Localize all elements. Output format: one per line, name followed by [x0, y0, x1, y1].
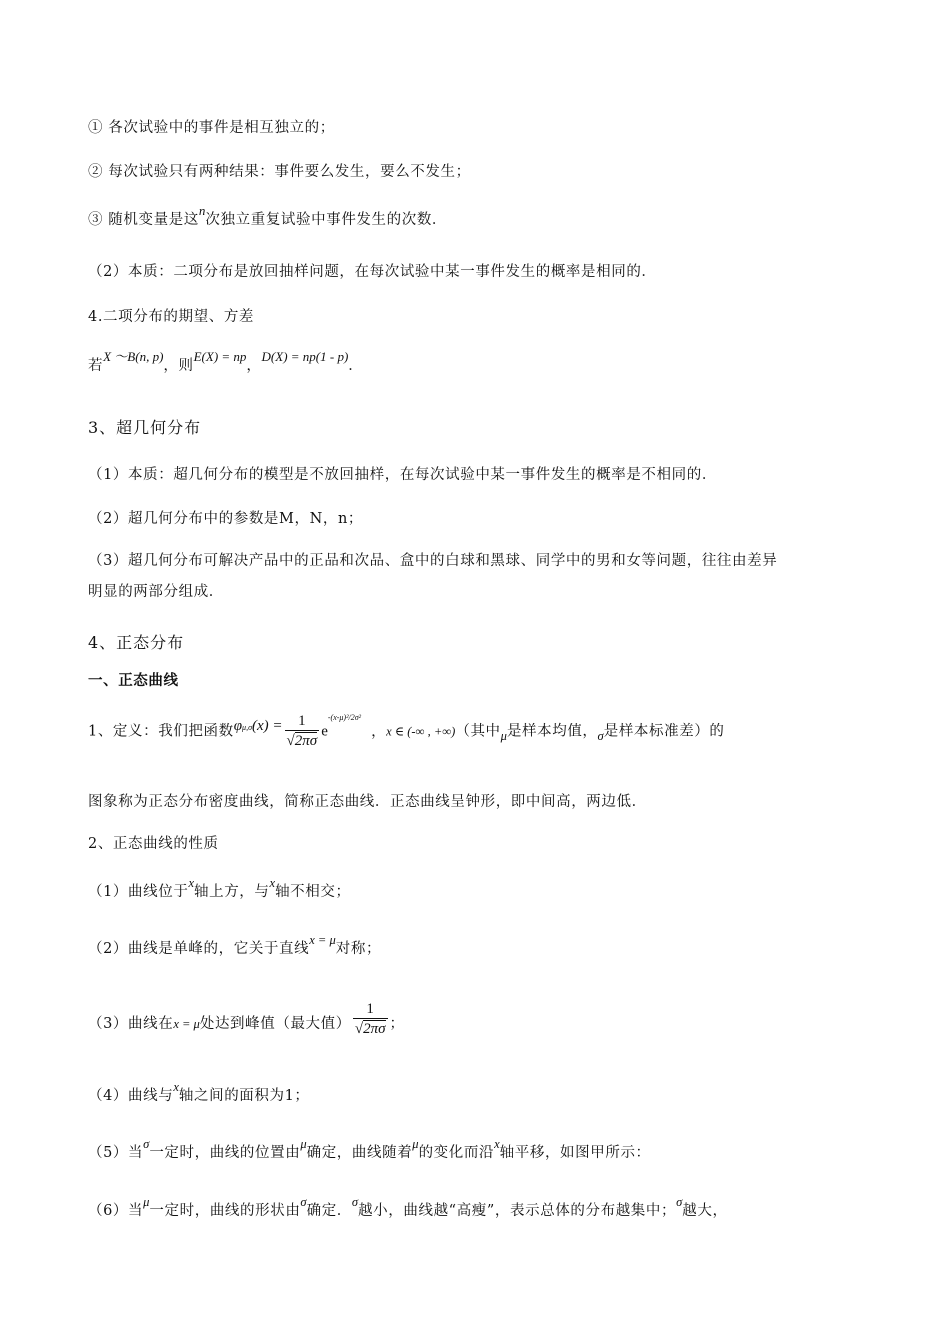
numerator: 1 [366, 1001, 374, 1017]
text: 确定，曲线随着 [306, 1145, 413, 1161]
var-sigma: σ [676, 1195, 683, 1209]
text: 1、定义：我们把函数 [88, 723, 234, 740]
formula-x-mu: x = μ [173, 1016, 200, 1031]
formula-density [234, 718, 283, 734]
mu: μ [500, 728, 507, 743]
text: 轴不相交； [275, 884, 351, 900]
domain: x ∈ (-∞ , +∞) [386, 724, 456, 739]
var-sigma: σ [351, 1195, 359, 1209]
text: （5）当 [88, 1145, 144, 1161]
sqrt-sign: √ [286, 733, 295, 749]
text: 一定时，曲线的形状由 [149, 1203, 301, 1219]
var-n: n [198, 203, 206, 218]
property-3 [88, 1000, 405, 1039]
property-5 [88, 1137, 651, 1162]
line-binomial-essence: （2）本质：二项分布是放回抽样问题，在每次试验中某一事件发生的概率是相同的． [88, 264, 657, 280]
numerator: 1 [298, 713, 306, 729]
phi: φ [233, 717, 243, 734]
text: 确定． [306, 1203, 352, 1219]
euler-e: e [321, 723, 328, 740]
text: 的变化而沿 [418, 1145, 495, 1161]
text: 次独立重复试验中事件发生的次数． [205, 212, 448, 228]
formula-binomial: X ～B(n, p) [103, 349, 164, 364]
hyper-applications-cont: 明显的两部分组成． [88, 584, 224, 600]
formula-expectation: E(X) = np [193, 349, 247, 364]
text: 越小，曲线越“高瘦”，表示总体的分布越集中； [358, 1203, 677, 1219]
section-title-hypergeometric: 3、超几何分布 [88, 418, 202, 437]
var-x: x [269, 876, 276, 890]
text: 对称； [335, 941, 382, 957]
density-fraction [285, 712, 320, 751]
text: ， [246, 358, 262, 374]
fx: (x) = [252, 717, 283, 734]
property-4 [88, 1080, 310, 1105]
formula-x-mu: x = μ [309, 933, 336, 947]
heading-binomial-expectation: 4.二项分布的期望、方差 [88, 309, 255, 325]
text: ， [371, 723, 387, 740]
radicand: 2πσ [294, 733, 318, 749]
hyper-applications: （3）超几何分布可解决产品中的正品和次品、盒中的白球和黑球、同学中的男和女等问题，往往由差异 [88, 553, 778, 569]
normal-definition-cont: 图象称为正态分布密度曲线，简称正态曲线．正态曲线呈钟形，即中间高，两边低． [88, 794, 647, 810]
text: 一定时，曲线的位置由 [149, 1145, 301, 1161]
text: 轴之间的面积为1； [178, 1088, 310, 1104]
sqrt-sign: √ [354, 1021, 364, 1037]
section-title-normal: 4、正态分布 [88, 633, 185, 652]
line-random-variable [88, 203, 448, 229]
formula-variance: D(X) = np(1 - p) [261, 349, 349, 364]
text: ，则 [163, 358, 194, 374]
property-6 [88, 1195, 728, 1220]
line-expectation-formula [88, 349, 364, 375]
var-x: x [173, 1080, 179, 1094]
peak-fraction [353, 1000, 388, 1039]
text: ． [348, 358, 364, 374]
text: （3）曲线在 [88, 1015, 174, 1032]
radicand: 2πσ [363, 1021, 386, 1037]
text: 越大， [682, 1203, 728, 1219]
text: （6）当 [88, 1203, 144, 1219]
normal-definition [88, 712, 725, 751]
text: 轴平移，如图甲所示： [499, 1145, 651, 1161]
var-x: x [188, 876, 194, 890]
var-x: x [494, 1137, 500, 1151]
var-mu: μ [300, 1137, 307, 1151]
var-sigma: σ [300, 1195, 307, 1209]
denominator [285, 730, 320, 751]
line-independent: ① 各次试验中的事件是相互独立的； [88, 120, 335, 136]
text: 处达到峰值（最大值） [199, 1015, 351, 1032]
line-two-outcomes: ② 每次试验只有两种结果：事件要么发生，要么不发生； [88, 164, 471, 180]
phi-subscript: μ,σ [242, 722, 253, 732]
var-mu: μ [412, 1137, 419, 1151]
hyper-essence: （1）本质：超几何分布的模型是不放回抽样，在每次试验中某一事件发生的概率是不相同的． [88, 467, 717, 483]
text: （其中 [455, 723, 501, 740]
subheading-properties: 2、正态曲线的性质 [88, 836, 219, 852]
sigma: σ [597, 728, 604, 743]
property-2 [88, 933, 382, 958]
property-1 [88, 876, 351, 901]
subheading-normal-curve: 一、正态曲线 [88, 672, 179, 689]
hyper-params: （2）超几何分布中的参数是M，N，n； [88, 511, 363, 527]
var-mu: μ [143, 1195, 150, 1209]
text: ； [389, 1015, 405, 1032]
text: （1）曲线位于 [88, 884, 189, 900]
text: 若 [88, 358, 104, 374]
var-sigma: σ [143, 1137, 150, 1151]
text: 轴上方，与 [194, 884, 270, 900]
text: （2）曲线是单峰的，它关于直线 [88, 941, 310, 957]
denominator [353, 1018, 388, 1039]
text: ③ 随机变量是这 [88, 212, 199, 228]
exponent: -(x-μ)²/2σ² [327, 712, 362, 722]
text: （4）曲线与 [88, 1088, 174, 1104]
text: 是样本均值， [506, 723, 598, 740]
text: 是样本标准差）的 [603, 723, 725, 740]
